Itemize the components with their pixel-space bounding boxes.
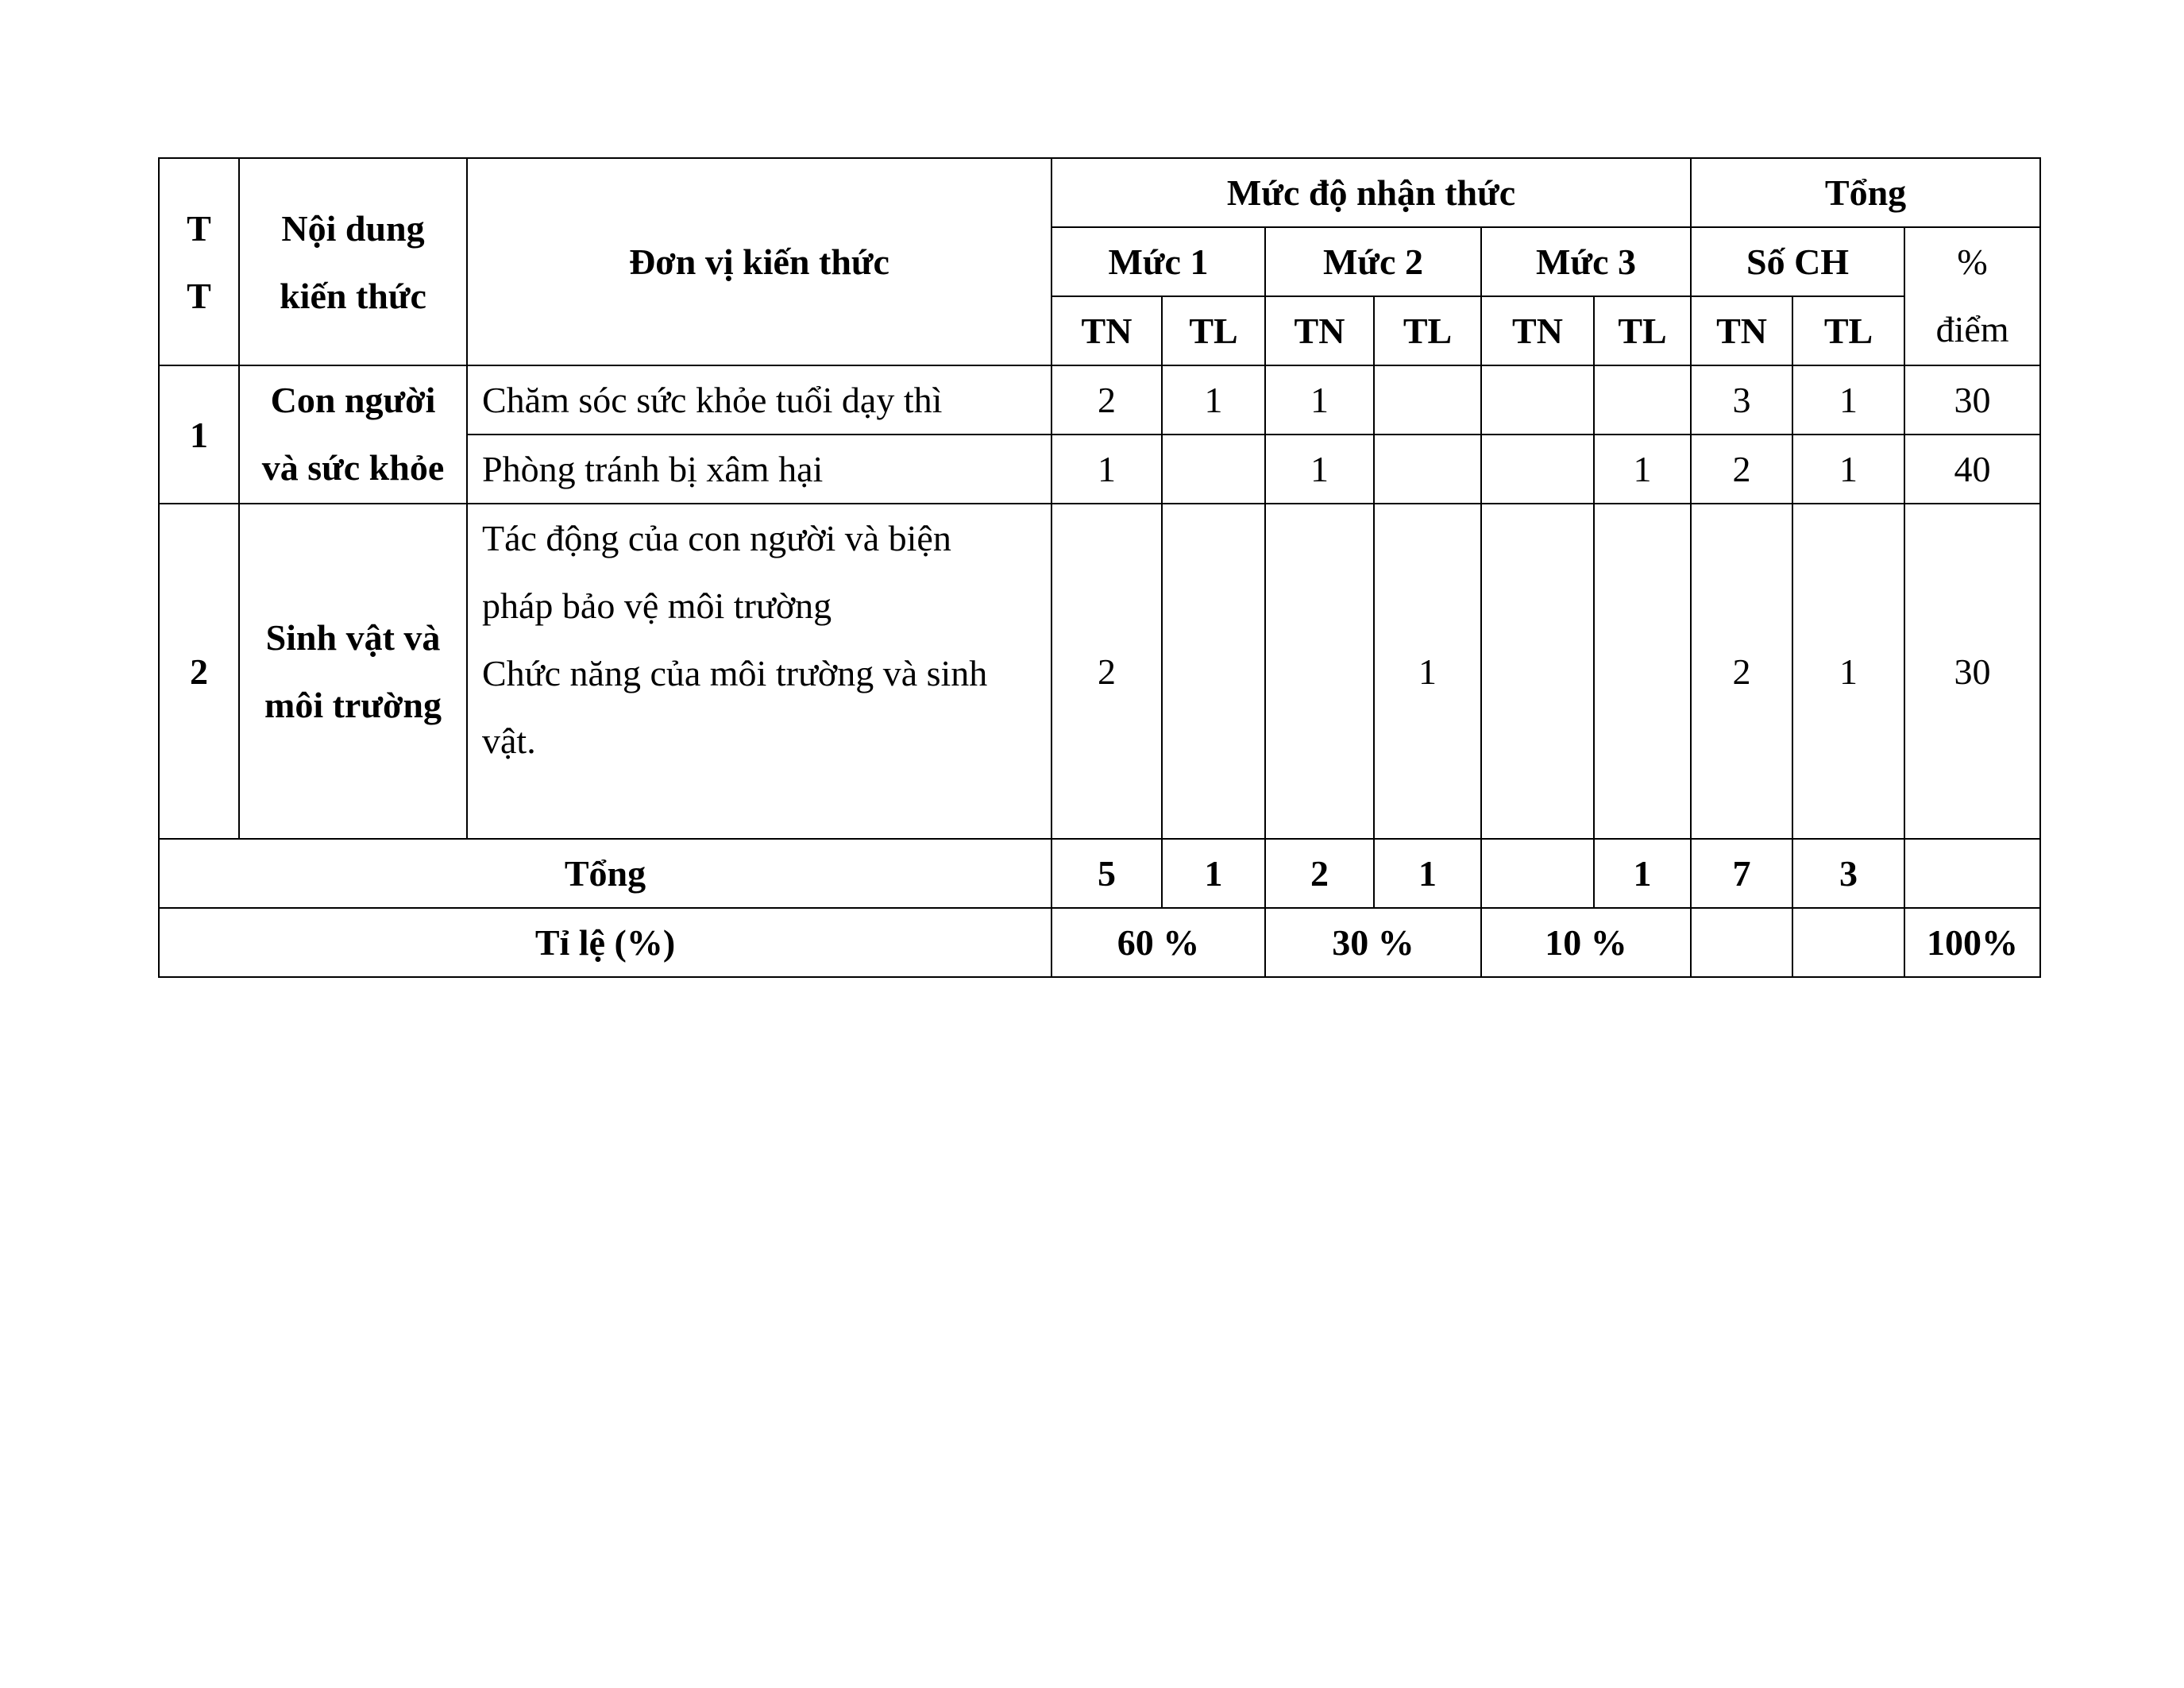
total-count-tn: 7 <box>1691 839 1792 908</box>
ratio-level-2: 30 % <box>1265 908 1481 977</box>
ratio-level-3: 10 % <box>1481 908 1691 977</box>
row-unit-name-line-4: vật. <box>482 720 536 761</box>
row-topic-line-1: Con người <box>270 380 436 420</box>
header-level-3-tn: TN <box>1481 296 1594 365</box>
cell-total-tn: 2 <box>1691 435 1792 504</box>
header-percent-line-2: điểm <box>1935 309 2009 350</box>
total-level-2-tn: 2 <box>1265 839 1374 908</box>
header-level-1-tl: TL <box>1162 296 1265 365</box>
row-unit-name: Phòng tránh bị xâm hại <box>467 435 1051 504</box>
header-row-1 <box>159 158 2040 227</box>
cell-level-2-tn: 1 <box>1265 435 1374 504</box>
header-total: Tổng <box>1691 158 2040 227</box>
cell-level-2-tl <box>1374 435 1481 504</box>
row-topic-line-1: Sinh vật và <box>265 617 441 658</box>
cell-percent-score: 40 <box>1904 435 2040 504</box>
header-knowledge-unit: Đơn vị kiến thức <box>467 158 1051 365</box>
row-unit-name-line-1: Tác động của con người và biện <box>482 518 951 558</box>
header-level-1: Mức 1 <box>1051 227 1265 296</box>
row-unit-name: Chăm sóc sức khỏe tuổi dạy thì <box>467 365 1051 435</box>
ratio-tn <box>1691 908 1792 977</box>
cell-level-3-tn <box>1481 504 1594 839</box>
header-content <box>239 158 467 365</box>
cell-level-2-tl: 1 <box>1374 504 1481 839</box>
header-level-3-tl: TL <box>1594 296 1691 365</box>
cell-level-1-tl <box>1162 435 1265 504</box>
ratio-label: Tỉ lệ (%) <box>159 908 1051 977</box>
header-tt <box>159 158 239 365</box>
total-level-3-tn <box>1481 839 1594 908</box>
header-question-count: Số CH <box>1691 227 1904 296</box>
header-cognitive-levels: Mức độ nhận thức <box>1051 158 1691 227</box>
total-level-1-tn: 5 <box>1051 839 1162 908</box>
total-level-3-tl: 1 <box>1594 839 1691 908</box>
row-index: 1 <box>159 365 239 504</box>
header-total-tl: TL <box>1792 296 1904 365</box>
ratio-level-1: 60 % <box>1051 908 1265 977</box>
cell-level-1-tl: 1 <box>1162 365 1265 435</box>
row-topic-line-2: và sức khỏe <box>261 447 445 488</box>
header-level-1-tn: TN <box>1051 296 1162 365</box>
header-level-3: Mức 3 <box>1481 227 1691 296</box>
cell-level-1-tl <box>1162 504 1265 839</box>
knowledge-matrix-table <box>158 157 2041 978</box>
total-level-1-tl: 1 <box>1162 839 1265 908</box>
cell-level-2-tl <box>1374 365 1481 435</box>
cell-level-2-tn: 1 <box>1265 365 1374 435</box>
cell-level-3-tl: 1 <box>1594 435 1691 504</box>
header-percent-line-1: % <box>1957 241 1988 282</box>
ratio-tl <box>1792 908 1904 977</box>
cell-level-3-tn <box>1481 435 1594 504</box>
total-count-tl: 3 <box>1792 839 1904 908</box>
cell-total-tl: 1 <box>1792 504 1904 839</box>
row-topic-line-2: môi trường <box>264 685 442 725</box>
header-tt-line-1: T <box>187 207 211 249</box>
row-topic <box>239 365 467 504</box>
header-content-line-1: Nội dung <box>281 207 425 249</box>
cell-level-3-tl <box>1594 504 1691 839</box>
row-unit-name-line-2: pháp bảo vệ môi trường <box>482 585 832 626</box>
total-level-2-tl: 1 <box>1374 839 1481 908</box>
table-row <box>159 504 2040 839</box>
table-row <box>159 365 2040 435</box>
ratio-percent: 100% <box>1904 908 2040 977</box>
cell-total-tn: 3 <box>1691 365 1792 435</box>
cell-level-2-tn <box>1265 504 1374 839</box>
row-index: 2 <box>159 504 239 839</box>
total-label: Tổng <box>159 839 1051 908</box>
cell-level-1-tn: 2 <box>1051 504 1162 839</box>
header-percent-score <box>1904 227 2040 365</box>
header-total-tn: TN <box>1691 296 1792 365</box>
total-percent <box>1904 839 2040 908</box>
header-content-line-2: kiến thức <box>280 275 426 316</box>
cell-level-3-tl <box>1594 365 1691 435</box>
header-level-2-tn: TN <box>1265 296 1374 365</box>
row-topic <box>239 504 467 839</box>
cell-total-tl: 1 <box>1792 435 1904 504</box>
cell-level-1-tn: 1 <box>1051 435 1162 504</box>
header-level-2-tl: TL <box>1374 296 1481 365</box>
cell-level-1-tn: 2 <box>1051 365 1162 435</box>
cell-total-tn: 2 <box>1691 504 1792 839</box>
cell-total-tl: 1 <box>1792 365 1904 435</box>
cell-percent-score: 30 <box>1904 365 2040 435</box>
cell-level-3-tn <box>1481 365 1594 435</box>
row-unit-name-line-3: Chức năng của môi trường và sinh <box>482 653 988 693</box>
row-unit-name <box>467 504 1051 839</box>
header-level-2: Mức 2 <box>1265 227 1481 296</box>
cell-percent-score: 30 <box>1904 504 2040 839</box>
header-tt-line-2: T <box>187 275 211 316</box>
total-row <box>159 839 2040 908</box>
ratio-row <box>159 908 2040 977</box>
